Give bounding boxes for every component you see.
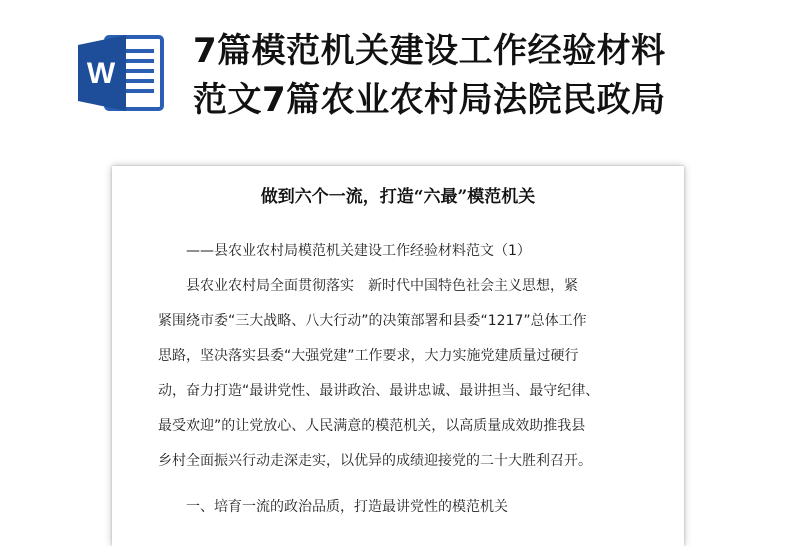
- word-document-icon: [76, 33, 168, 113]
- header: [0, 0, 800, 150]
- document-page-preview: [112, 166, 684, 546]
- page-subtitle: ——县农业农村局模范机关建设工作经验材料范文（1）: [186, 243, 531, 259]
- word-icon-letter: W: [86, 57, 116, 90]
- title-line-2: 范文7篇农业农村局法院民政局: [193, 80, 666, 120]
- paragraph-line: 最受欢迎”的让党放心、人民满意的模范机关，以高质量成效助推我县: [158, 418, 586, 434]
- paragraph-line: 动，奋力打造“最讲党性、最讲政治、最讲忠诚、最讲担当、最守纪律、: [158, 383, 600, 399]
- page-heading: 做到六个一流，打造“六最”模范机关: [260, 187, 536, 207]
- paragraph-line: 紧围绕市委“三大战略、八大行动”的决策部署和县委“1217”总体工作: [158, 313, 587, 329]
- paragraph-line: 思路，坚决落实县委“大强党建”工作要求，大力实施党建质量过硬行: [158, 348, 579, 364]
- document-title: [193, 27, 773, 125]
- section-heading: 一、培育一流的政治品质，打造最讲党性的模范机关: [186, 499, 508, 515]
- paragraph-line: 乡村全面振兴行动走深走实，以优异的成绩迎接党的二十大胜利召开。: [158, 453, 592, 469]
- paragraph-line: 县农业农村局全面贯彻落实 新时代中国特色社会主义思想，紧: [186, 278, 578, 294]
- title-line-1: 7篇模范机关建设工作经验材料: [193, 31, 666, 71]
